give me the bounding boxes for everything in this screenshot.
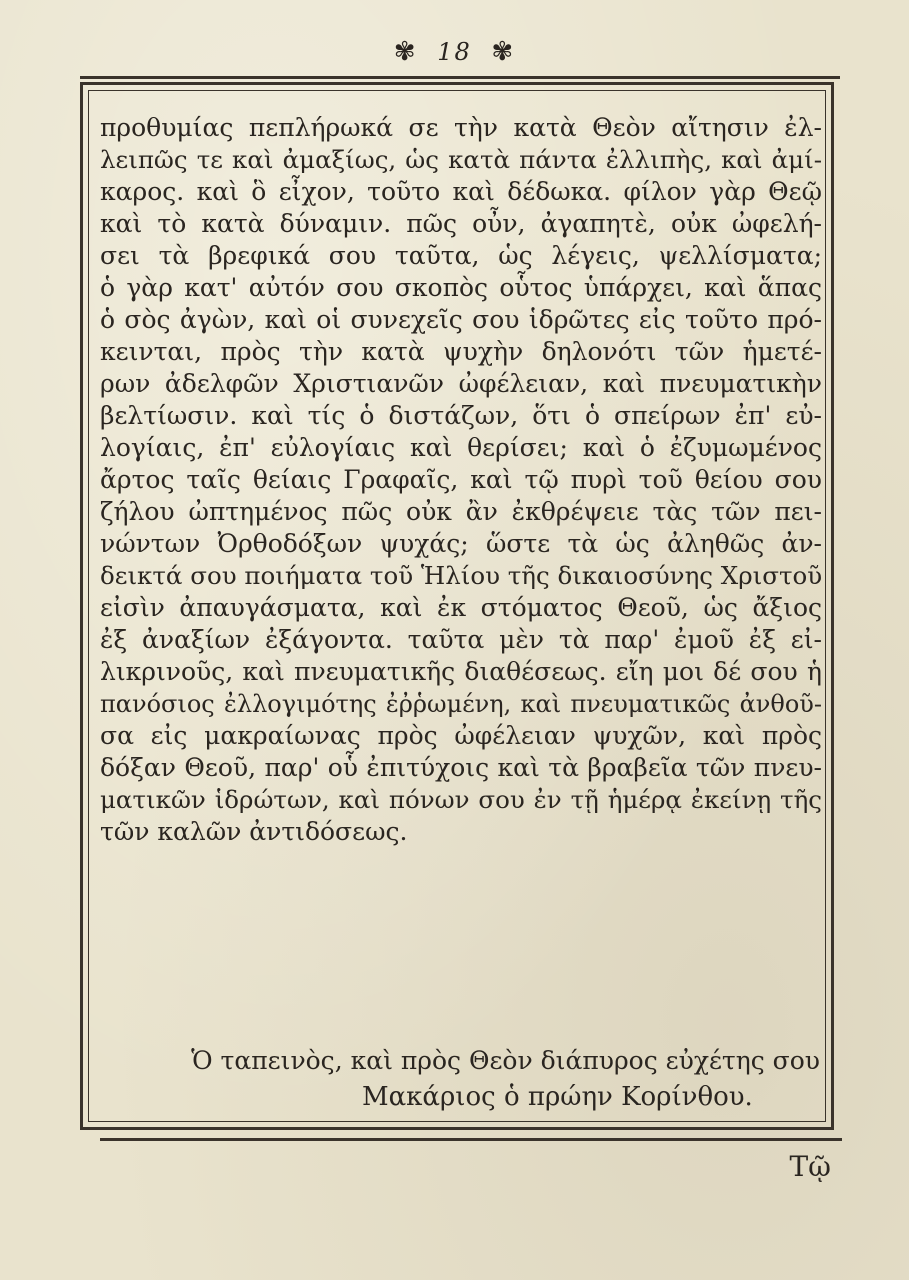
top-rule (80, 76, 840, 79)
text-line: σει τὰ βρεφικά σου ταῦτα, ὡς λέγεις, ψελλίσματα; (100, 241, 822, 270)
text-line: τῶν καλῶν ἀντιδόσεως. (100, 817, 408, 846)
text-line: δεικτά σου ποιήματα τοῦ Ἡλίου τῆς δικαιοσύνης Χριστοῦ (100, 561, 823, 590)
signature-line: Ὁ ταπεινὸς, καὶ πρὸς Θεὸν διάπυρος εὐχέτης σου (191, 1046, 820, 1075)
text-line: ὁ γὰρ κατ' αὐτόν σου σκοπὸς οὗτος ὑπάρχει, καὶ ἅπας (100, 273, 822, 302)
text-line: δόξαν Θεοῦ, παρ' οὗ ἐπιτύχοις καὶ τὰ βραβεῖα τῶν πνευ- (100, 753, 822, 782)
text-line: κεινται, πρὸς τὴν κατὰ ψυχὴν δηλονότι τῶν ἡμετέ- (100, 337, 822, 366)
text-line: σα εἰς μακραίωνας πρὸς ὠφέλειαν ψυχῶν, καὶ πρὸς (100, 721, 822, 750)
text-line: ματικῶν ἱδρώτων, καὶ πόνων σου ἐν τῇ ἡμέρᾳ ἐκείνῃ τῆς (100, 785, 822, 814)
text-line: ἐξ ἀναξίων ἐξάγοντα. ταῦτα μὲν τὰ παρ' ἐμοῦ ἐξ εἰ- (100, 625, 822, 654)
text-line: προθυμίας πεπλήρωκά σε τὴν κατὰ Θεὸν αἴτησιν ἐλ- (100, 113, 822, 142)
ornament-right-icon: ✾ (491, 36, 516, 67)
text-line: ὁ σὸς ἀγὼν, καὶ οἱ συνεχεῖς σου ἱδρῶτες εἰς τοῦτο πρό- (100, 305, 822, 334)
page-header (0, 36, 909, 67)
text-line: καρος. καὶ ὃ εἶχον, τοῦτο καὶ δέδωκα. φίλον γὰρ Θεῷ (100, 177, 822, 206)
signature-block (180, 1043, 820, 1115)
letter-body (100, 112, 822, 848)
ornament-left-icon: ✾ (393, 36, 418, 67)
text-line: εἰσὶν ἀπαυγάσματα, καὶ ἐκ στόματος Θεοῦ, ὡς ἄξιος (100, 593, 822, 622)
text-line: βελτίωσιν. καὶ τίς ὁ διστάζων, ὅτι ὁ σπείρων ἐπ' εὐ- (100, 401, 822, 430)
catchword: Τῷ (789, 1150, 831, 1183)
text-line: λειπῶς τε καὶ ἀμαξίως, ὡς κατὰ πάντα ἐλλιπὴς, καὶ ἀμί- (100, 145, 822, 174)
text-line: λογίαις, ἐπ' εὐλογίαις καὶ θερίσει; καὶ ὁ ἐζυμωμένος (100, 433, 822, 462)
text-line: νώντων Ὀρθοδόξων ψυχάς; ὥστε τὰ ὡς ἀληθῶς ἀν- (100, 529, 822, 558)
signature-name: Μακάριος ὁ πρώην Κορίνθου. (362, 1082, 753, 1112)
page-number: 18 (437, 37, 472, 66)
text-line: πανόσιος ἐλλογιμότης ἐῤῥωμένη, καὶ πνευματικῶς ἀνθοῦ- (100, 690, 822, 718)
text-line: ζήλου ὠπτημένος πῶς οὐκ ἂν ἐκθρέψειε τὰς τῶν πει- (100, 497, 822, 526)
text-line: λικρινοῦς, καὶ πνευματικῆς διαθέσεως. εἴη μοι δέ σου ἡ (100, 657, 822, 686)
text-line: καὶ τὸ κατὰ δύναμιν. πῶς οὖν, ἀγαπητὲ, οὐκ ὠφελή- (100, 209, 822, 238)
bottom-rule (100, 1138, 842, 1141)
text-line: ρων ἀδελφῶν Χριστιανῶν ὠφέλειαν, καὶ πνευματικὴν (100, 369, 822, 398)
text-line: ἄρτος ταῖς θείαις Γραφαῖς, καὶ τῷ πυρὶ τοῦ θείου σου (100, 465, 822, 494)
